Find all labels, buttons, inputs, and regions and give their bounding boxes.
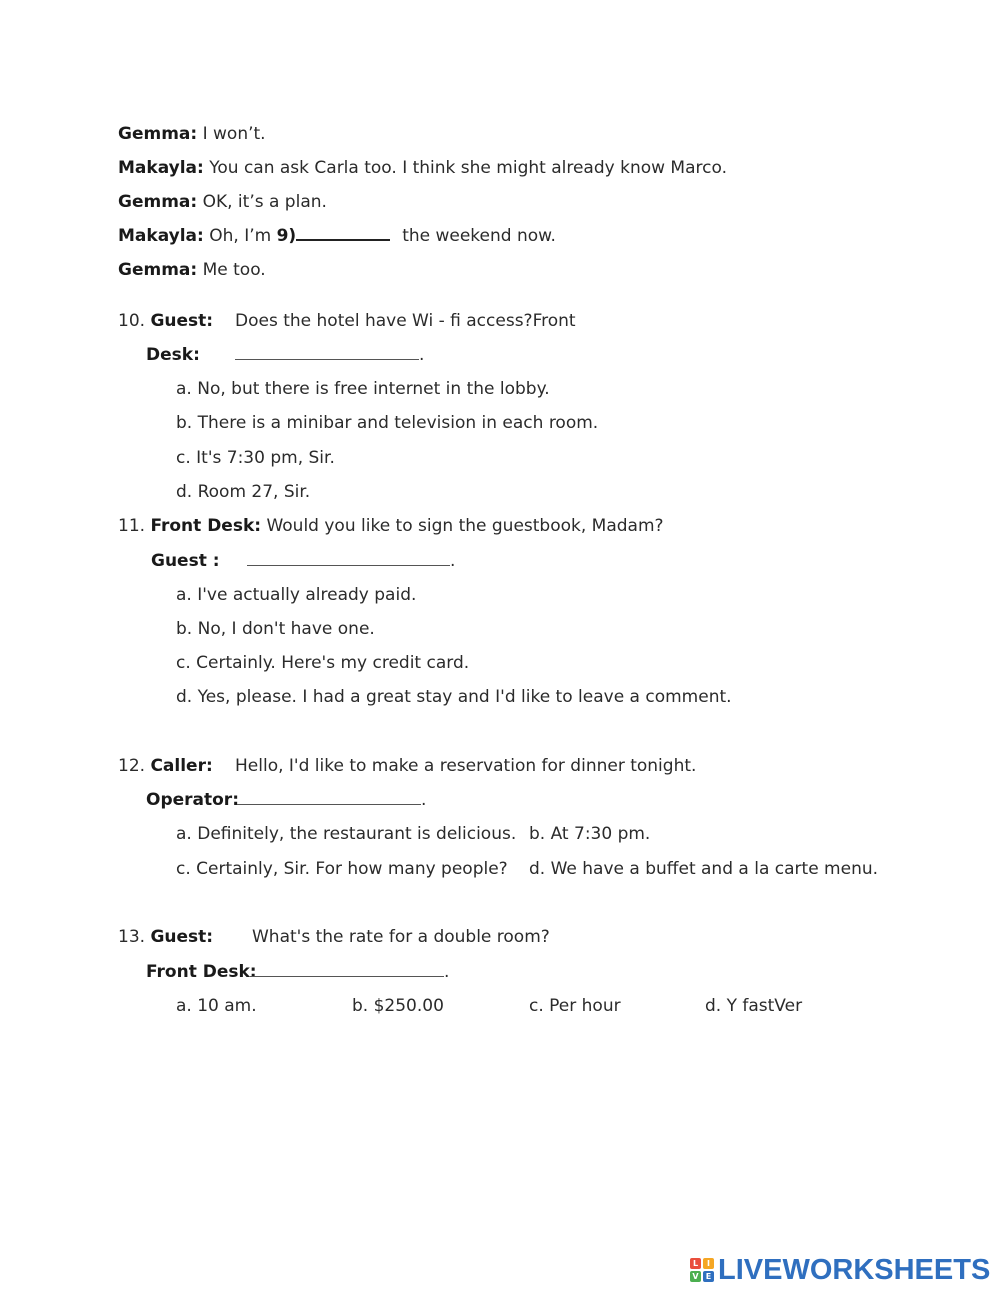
q10-option-b[interactable]: b. There is a minibar and television in each room. [176, 413, 599, 433]
speaker-label: Caller: [150, 756, 213, 776]
q10-option-c[interactable]: c. It's 7:30 pm, Sir. [176, 448, 335, 468]
q12-prompt-text: Hello, I'd like to make a reservation for dinner tonight. [235, 756, 697, 776]
prompt-text: Would you like to sign the guestbook, Madam? [261, 516, 664, 536]
q12-speaker2 [146, 789, 239, 811]
dialogue-line-3 [118, 191, 327, 213]
dialogue-text: You can ask Carla too. I think she might already know Marco. [203, 158, 727, 178]
q12-option-d[interactable]: d. We have a buffet and a la carte menu. [529, 859, 879, 879]
answer-blank-10[interactable] [235, 345, 419, 360]
q10-answer [235, 344, 424, 366]
speaker-label: Gemma: [118, 260, 198, 280]
speaker-label: Guest : [151, 551, 220, 571]
dialogue-line-4 [118, 225, 556, 247]
dialogue-text: OK, it’s a plan. [197, 192, 327, 212]
logo-tile: L [690, 1258, 701, 1269]
question-number: 11. [118, 516, 146, 536]
q10-speaker2 [146, 344, 200, 366]
q12-option-b[interactable]: b. At 7:30 pm. [529, 824, 651, 844]
answer-blank-11[interactable] [247, 551, 450, 566]
speaker-label: Gemma: [118, 124, 198, 144]
q13-answer [250, 961, 449, 983]
speaker-label: Front Desk: [146, 962, 257, 982]
dialogue-text: I won’t. [197, 124, 266, 144]
question-number: 9) [276, 226, 297, 246]
logo-tile: I [703, 1258, 714, 1269]
logo-tile: V [690, 1271, 701, 1282]
dialogue-text: Oh, I’m [203, 226, 277, 246]
q10-option-d[interactable]: d. Room 27, Sir. [176, 482, 311, 502]
q11-speaker2 [151, 550, 220, 572]
dialogue-text: the weekend now. [402, 226, 556, 246]
answer-period: . [421, 790, 427, 810]
q13-speaker2 [146, 961, 257, 983]
logo-tile: E [703, 1271, 714, 1282]
speaker-label: Operator: [146, 790, 239, 810]
q12-option-c[interactable]: c. Certainly, Sir. For how many people? [176, 859, 508, 879]
speaker-label: Desk: [146, 345, 200, 365]
q12-option-a[interactable]: a. Definitely, the restaurant is delicious. [176, 824, 517, 844]
q12-prompt [118, 755, 213, 777]
q12-answer [237, 789, 426, 811]
q13-option-d[interactable]: d. Y fastVer [705, 996, 803, 1016]
q13-option-c[interactable]: c. Per hour [529, 996, 621, 1016]
q11-answer [247, 550, 455, 572]
speaker-label: Gemma: [118, 192, 198, 212]
answer-blank-12[interactable] [237, 790, 421, 805]
q11-option-b[interactable]: b. No, I don't have one. [176, 619, 375, 639]
q11-prompt [118, 515, 664, 537]
liveworksheets-logo [690, 1255, 990, 1285]
speaker-label: Guest: [150, 927, 214, 947]
q11-option-d[interactable]: d. Yes, please. I had a great stay and I'd like to leave a comment. [176, 687, 732, 707]
speaker-label: Guest: [150, 311, 214, 331]
question-number: 10. [118, 311, 146, 331]
q11-option-a[interactable]: a. I've actually already paid. [176, 585, 417, 605]
question-number: 13. [118, 927, 146, 947]
q10-prompt-text: Does the hotel have Wi - fi access?Front [235, 311, 576, 331]
answer-period: . [419, 345, 425, 365]
answer-blank-9[interactable] [296, 225, 390, 241]
logo-badge-icon [690, 1258, 714, 1282]
dialogue-text: Me too. [197, 260, 266, 280]
q13-prompt [118, 926, 213, 948]
answer-period: . [450, 551, 456, 571]
dialogue-line-2 [118, 157, 727, 179]
q10-prompt [118, 310, 213, 332]
q13-prompt-text: What's the rate for a double room? [252, 927, 550, 947]
q13-option-b[interactable]: b. $250.00 [352, 996, 444, 1016]
q11-option-c[interactable]: c. Certainly. Here's my credit card. [176, 653, 470, 673]
speaker-label: Makayla: [118, 158, 204, 178]
logo-text: LIVEWORKSHEETS [718, 1253, 991, 1286]
q10-option-a[interactable]: a. No, but there is free internet in the lobby. [176, 379, 550, 399]
speaker-label: Front Desk: [150, 516, 262, 536]
dialogue-line-5 [118, 259, 266, 281]
q13-option-a[interactable]: a. 10 am. [176, 996, 257, 1016]
speaker-label: Makayla: [118, 226, 204, 246]
question-number: 12. [118, 756, 146, 776]
dialogue-line-1 [118, 123, 266, 145]
answer-blank-13[interactable] [250, 962, 444, 977]
answer-period: . [444, 962, 450, 982]
